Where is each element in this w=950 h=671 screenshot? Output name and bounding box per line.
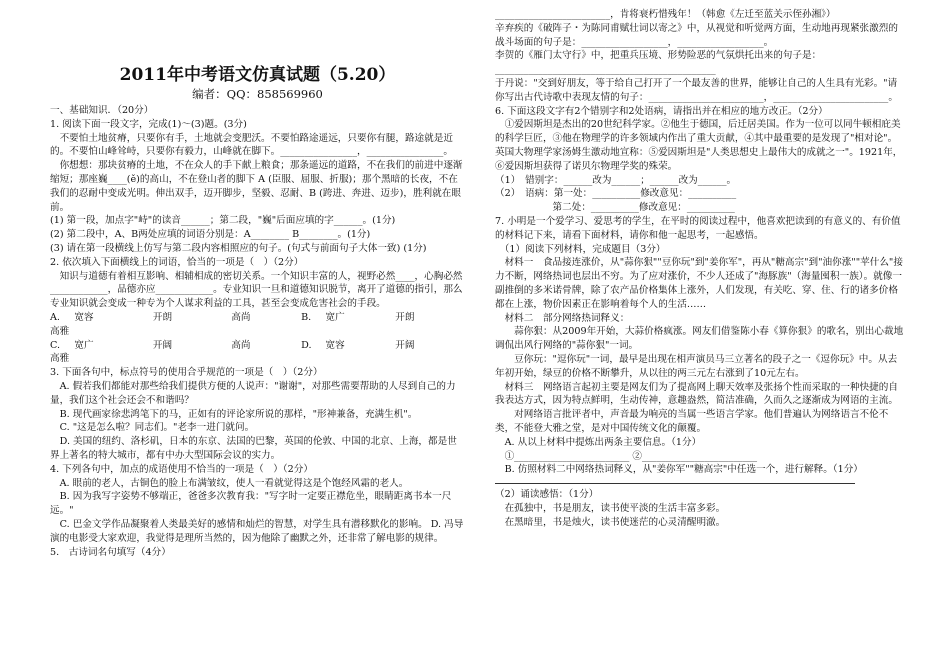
text-line: C. 巴金文学作品凝聚着人类最美好的感情和灿烂的智慧，对学生具有潜移默化的影响。 D. 冯导演的电影受大家欢迎，我觉得是理所当然的，因为他除了幽默之外，还非常了解电影的规律。 xyxy=(50,518,464,544)
text-line: 在黑暗里，书是烛火，读书使迷茫的心灵清醒明澈。 xyxy=(495,516,726,528)
text-line: 材料二 部分网络热词释义： xyxy=(495,312,630,324)
choice-item: 宽广 xyxy=(325,311,345,323)
text-line: 你想想：那块贫瘠的土地，不在众人的手下献上粮食；那条遥远的道路，不在我们的前进中逐渐缩短；那座巍____(ě)的高山，不在登山者的脚下 A (臣服、屈服、折服)；那个黑暗的长夜，不在我们的忍耐中变成光明。伸出双手，迈开脚步，坚毅、忍耐、B (跨进、奔进、迈步)，胜利就在眼前。 xyxy=(50,160,463,213)
choice-item: C. xyxy=(50,339,61,351)
text-line: （1） 错别字：______改为______；______改为______。 xyxy=(495,174,737,186)
text-line: ①________________________ ②________________________ xyxy=(495,450,758,462)
text-line: 第二处：__________修改意见：__________ xyxy=(495,202,735,214)
text-line: 辛弃疾的《破阵子・为陈同甫赋壮词以寄之》中，从视觉和听觉两方面，生动地再现紧张激烈的战斗场面的句子是：__________________，__________________。 xyxy=(495,22,898,48)
text-line: B. 因为我写字姿势不够端正，爸爸多次教育我："写字时一定要正襟危坐，眼睛距离书本一尺远。" xyxy=(50,491,452,517)
choice-item: 高尚 xyxy=(231,339,251,351)
text-line: 3. 下面各句中，标点符号的使用合乎规范的一项是（ ）（2分） xyxy=(50,367,323,379)
choice-item: 开阔 xyxy=(395,339,415,351)
text-line: 知识与道德有着相互影响、相辅相成的密切关系。一个知识丰富的人，视野必然____，心胸必然____________，品德亦应____________。专业知识一旦和道德知识脱节，离开了道德的指引，那么专业知识就会变成一种专为个人谋求利益的工具，甚至会变成危害社会的手段。 xyxy=(50,270,463,310)
text-line: B. 仿照材料二中网络热词释义，从"姜你军""糖高宗"中任选一个，进行解释。（1分） xyxy=(495,464,863,476)
text-line: D. 美国的纽约、洛杉矶，日本的东京、法国的巴黎，英国的伦敦、中国的北京、上海，都是世界上著名的特大城市，都有中办大型国际会议的实力。 xyxy=(50,436,457,461)
text-line: A. 假若我们都能对那些给我们提供方便的人说声："谢谢"，对那些需要帮助的人尽到自己的力量，我们这个社会还会不和谐吗？ xyxy=(50,380,456,406)
choice-item: 开朗 xyxy=(152,311,173,323)
text-line: 高雅 xyxy=(50,353,70,365)
text-line: A. 从以上材料中提炼出两条主要信息。（1分） xyxy=(495,436,702,448)
text-line: 材料一 食品接连涨价，从"蒜你狠""豆你玩"到"姜你军"，再从"糖高宗"到"油你涨""苹什么"接力不断，网络热词也层出不穷。为了应对涨价，不少人还成了"海豚族"（海量囤积一族）。就像一副推倒的多米诺骨牌，除了农产品价格集体上涨外，人们发现，有关吃、穿、住、行的诸多价格都在上涨，物价因素正在影响着每个人的生活…… xyxy=(495,257,903,310)
text-line: 材料三 网络语言起初主要是网友们为了提高网上聊天效率及张扬个性而采取的一种快捷的自我表达方式，因为特点鲜明，生动传神，意趣盎然，简洁准确，久而久之逐渐成为网语的主流。 xyxy=(495,381,898,407)
choice-row xyxy=(50,339,465,353)
text-line: ________________________，肯将衰朽惜残年！（韩愈《左迁至蓝关示侄孙湘》） xyxy=(495,9,836,20)
text-line: 4. 下列各句中，加点的成语使用不恰当的一项是（ ）（2分） xyxy=(50,463,313,475)
choice-item: D. xyxy=(301,339,312,351)
text-line: 6. 下面这段文字有2个错别字和2处语病，请指出并在相应的地方改正。（2分） xyxy=(495,105,828,117)
text-line: 蒜你狠：从2009年开始，大蒜价格疯涨。网友们借鉴陈小春《算你狠》的歌名，别出心裁地调侃出风行网络的"蒜你狠"一词。 xyxy=(495,326,904,352)
text-line: 5. 古诗词名句填写（4分） xyxy=(50,546,171,558)
left-text xyxy=(50,104,465,559)
text-line: 豆你玩："逗你玩"一词，最早是出现在相声演员马三立著名的段子之一《逗你玩》中。从去年初开始，绿豆的价格不断攀升，从以往的两三元左右涨到了10元左右。 xyxy=(495,353,898,379)
exam-author: 编者：QQ：858569960 xyxy=(192,87,323,101)
text-line: （2）诵读感悟：（1分） xyxy=(495,489,599,501)
text-line: （1）阅读下列材料，完成题目（3分） xyxy=(495,243,666,255)
choice-item: 宽广 xyxy=(74,339,94,351)
text-line: 不要怕土地贫瘠，只要你有手，土地就会变肥沃。不要怕路途遥远，只要你有腿，路途就是近的。不要怕山峰耸峙，只要你有毅力，山峰就在脚下。________________，________________。 xyxy=(50,132,453,158)
choice-item: B. xyxy=(301,311,312,323)
text-line: 2. 依次填入下面横线上的词语，恰当的一项是（ ）（2分） xyxy=(50,256,304,268)
left-column xyxy=(50,8,465,559)
text-line: (3) 请在第一段横线上仿写与第二段内容相照应的句子。(句式与前面句子大体一致) (1分) xyxy=(50,242,427,254)
choice-item: 宽容 xyxy=(325,339,345,351)
text-line: ①爱因斯坦是杰出的20世纪科学家。②他生于德国，后迁居美国。作为一位可以同牛顿相庇美的科学巨匠，③他在物理学的许多领域内作出了重大贡献，④其中最重要的是发现了"相对论"。英国大物理学家汤姆生激动地宣称：⑤爱因斯坦是"人类思想史上最伟大的成就之一"。1921年，⑥爱因斯坦获得了诺贝尔物理学奖的殊荣。 xyxy=(495,119,903,172)
text-line: 一、基础知识．（20分） xyxy=(50,105,154,116)
text-line: 李贺的《雁门太守行》中，把重兵压境、形势险恶的气氛烘托出来的句子是：______________________________________________ xyxy=(495,50,822,76)
text-line: 在孤独中，书是朋友，读书使平淡的生活丰富多彩。 xyxy=(495,502,726,514)
exam-title: 2011年中考语文仿真试题（5.20） xyxy=(119,65,396,85)
text-line: （2） 语病：第一处：__________修改意见：__________ xyxy=(495,188,737,200)
choice-item: A. xyxy=(50,311,60,323)
text-line: (1) 第一段，加点字"峙"的读音______；第二段，"巍"后面应填的字______。(1分) xyxy=(50,215,396,227)
text-line: 7. 小明是一个爱学习、爱思考的学生，在平时的阅读过程中，他喜欢把读到的有意义的、有价值的材料记下来，请看下面材料，请你和他一起思考，一起感悟。 xyxy=(495,215,901,241)
choice-item: 开阔 xyxy=(152,339,173,351)
text-line: 高雅 xyxy=(50,325,70,337)
right-column xyxy=(495,8,905,529)
text-line: A. 眼前的老人，古铜色的脸上布满皱纹，使人一看就觉得这是个饱经风霜的老人。 xyxy=(50,477,409,489)
choice-item: 开朗 xyxy=(395,311,415,323)
choice-item: 宽容 xyxy=(74,311,94,323)
choice-row xyxy=(50,311,465,325)
text-line: B. 现代画家徐悲鸿笔下的马，正如有的评论家所说的那样，"形神兼备，充满生机"。 xyxy=(50,408,418,420)
text-line: 于丹说："交到好朋友，等于给自己打开了一个最友善的世界，能够让自己的人生具有光彩。"请你写出古代诗歌中表现友情的句子：________________________，________________________。 xyxy=(495,77,898,103)
text-line: (2) 第二段中，A、B两处应填的词语分别是：A________ B________。(1分) xyxy=(50,229,371,241)
right-text xyxy=(495,8,905,529)
text-line: 1. 阅读下面一段文字，完成(1)～(3)题。(3分) xyxy=(50,118,247,130)
choice-item: 高尚 xyxy=(231,311,251,323)
text-line: C. "这是怎么啦？同志们。"老李一进门就问。 xyxy=(50,422,255,434)
divider xyxy=(495,483,855,484)
text-line: 对网络语言批评者中，声音最为响亮的当属一些语言学家。他们普遍认为网络语言不伦不类，不能登大雅之堂，是对中国传统文化的颠覆。 xyxy=(495,409,889,434)
